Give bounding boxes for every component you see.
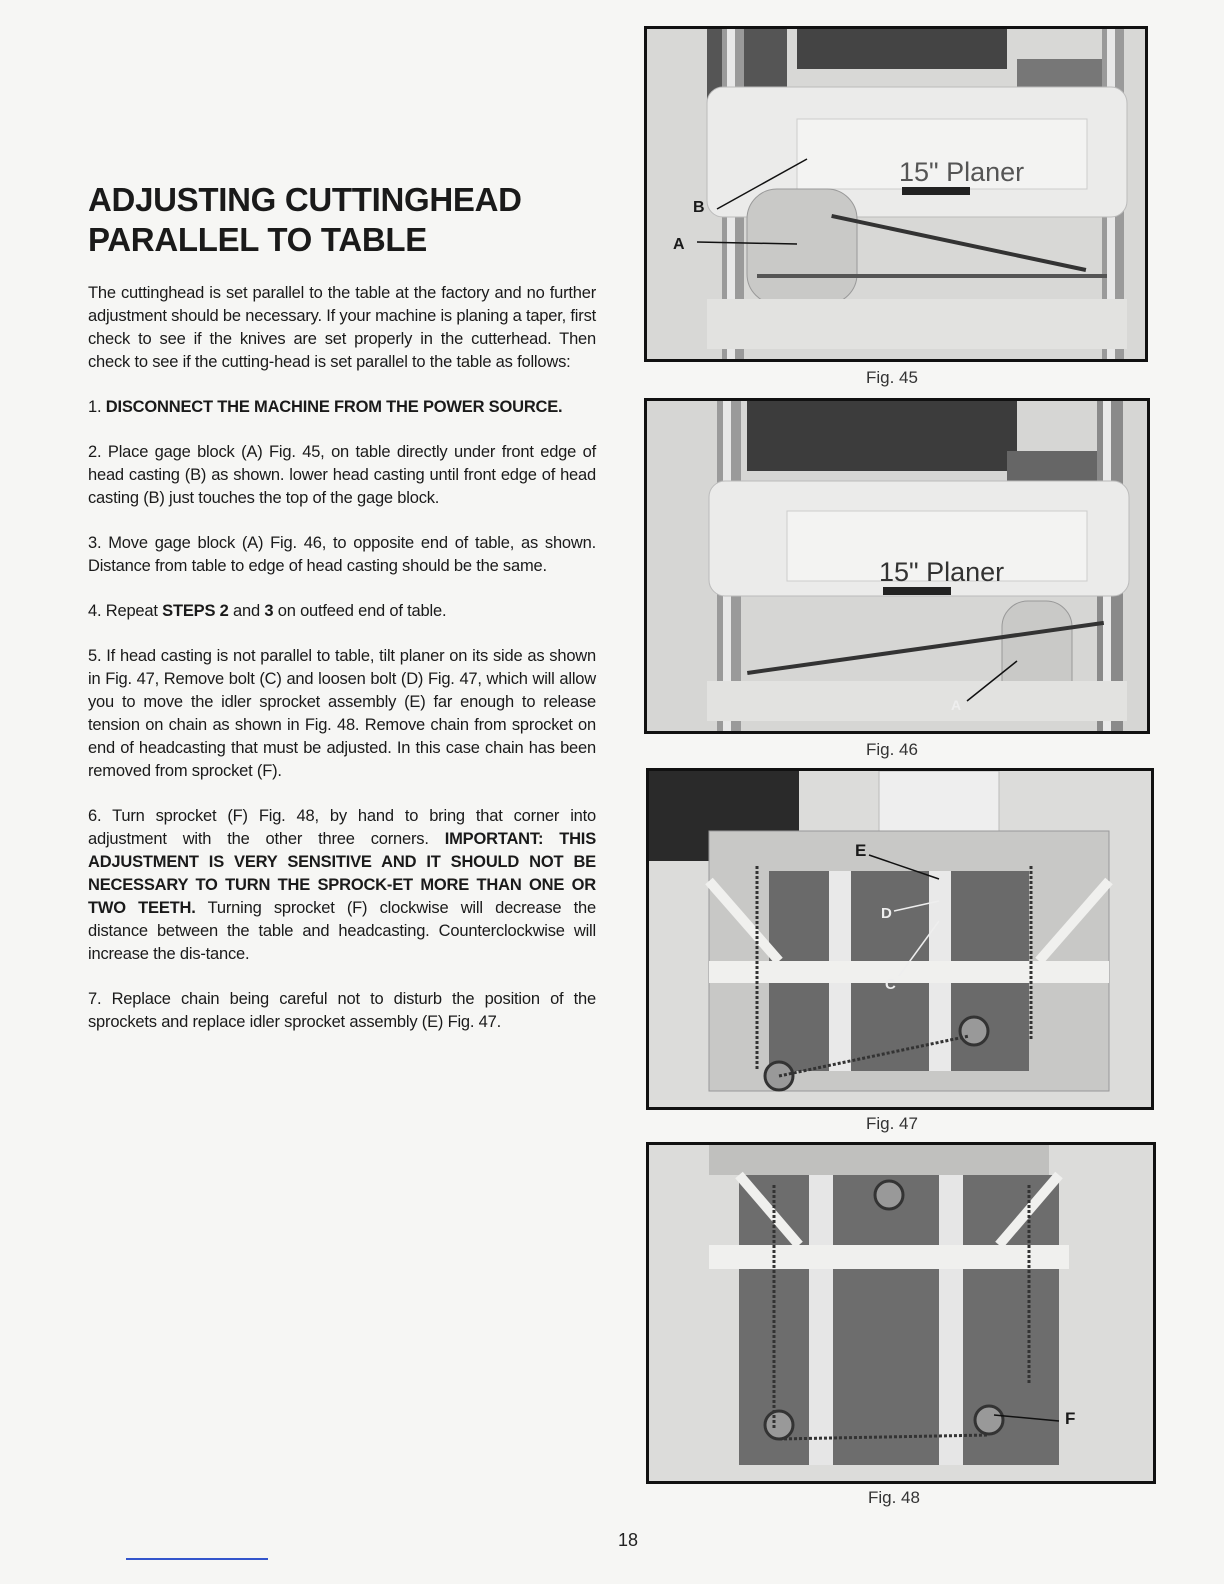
important-warning: IMPORTANT: THIS ADJUSTMENT IS VERY SENSITIVE AND IT SHOULD NOT BE NECESSARY TO TURN THE SPROCK-ET MORE THAN ONE OR TWO TEETH.: [88, 830, 597, 917]
callout-f: F: [1065, 1409, 1076, 1428]
step-text: Turning sprocket (F) clockwise will decrease the distance between the table and headcasting. Counterclockwise will increase the dis-tance.: [88, 899, 596, 963]
figure-46-caption: Fig. 46: [866, 740, 918, 759]
figure-46-photo: [644, 398, 1150, 734]
step-text: Place gage block (A) Fig. 45, on table directly under front edge of head casting (B) as shown. lower head casting until front edge of head casting (B) just touches the top of the gage block.: [88, 443, 596, 507]
section-heading: [88, 180, 596, 260]
step-text: If head casting is not parallel to table, tilt planer on its side as shown in Fig. 47, Remove bolt (C) and loosen bolt (D) Fig. 47, which will allow you to move the idler sprocket assembly (E) far enough to release tension on chain as shown in Fig. 48. Remove chain from sprocket on end of headcasting that must be adjusted. In this case chain has been removed from sprocket (F).: [88, 647, 596, 780]
callout-a: A: [951, 697, 962, 713]
step-7: [88, 988, 596, 1034]
figure-48-photo: [646, 1142, 1156, 1484]
heading-line-2: PARALLEL TO TABLE: [88, 221, 427, 258]
step-6: [88, 805, 596, 966]
callout-d: D: [881, 905, 892, 922]
step-text: Turn sprocket (F) Fig. 48, by hand to bring that corner into adjustment with the other three corners.: [88, 807, 596, 848]
planer-front-photo: [647, 29, 1145, 359]
step-text: on outfeed end of table.: [277, 602, 447, 620]
intro-paragraph: The cuttinghead is set parallel to the table at the factory and no further adjustment should be necessary. If your machine is planing a taper, first check to see if the knives are set properly in the cutterhead. Then check to see if the cutting-head is set parallel to the table as follows:: [88, 284, 596, 371]
step-2: [88, 441, 596, 510]
step-number: 6.: [88, 807, 102, 825]
step-text: Replace chain being careful not to disturb the position of the sprockets and replace idler sprocket assembly (E) Fig. 47.: [88, 990, 596, 1031]
step-5: [88, 645, 596, 783]
callout-b: B: [693, 199, 705, 216]
machine-label: 15" Planer: [879, 557, 1005, 587]
step-4: [88, 600, 596, 623]
planer-chain-removed-photo: [649, 1145, 1153, 1481]
page-number: 18: [618, 1530, 639, 1550]
step-3: [88, 532, 596, 578]
callout-c: C: [885, 976, 896, 993]
callout-a: A: [673, 236, 685, 253]
figure-45-photo: [644, 26, 1148, 362]
step-number: 2.: [88, 443, 102, 461]
step-number: 5.: [88, 647, 102, 665]
step-number: 7.: [88, 990, 102, 1008]
instructions-column: [88, 180, 596, 1056]
heading-line-1: ADJUSTING CUTTINGHEAD: [88, 181, 522, 218]
machine-label: 15" Planer: [899, 157, 1025, 187]
step-number: 1.: [88, 398, 102, 416]
step-text: and: [233, 602, 260, 620]
figure-47-photo: [646, 768, 1154, 1110]
step-text-bold: DISCONNECT THE MACHINE FROM THE POWER SOURCE.: [105, 398, 563, 416]
footer-rule: [126, 1558, 268, 1560]
callout-e: E: [855, 841, 867, 860]
figure-45-caption: Fig. 45: [866, 368, 918, 387]
planer-on-side-photo: [649, 771, 1151, 1107]
planer-front-photo-block-moved: [647, 401, 1147, 731]
step-ref-bold: STEPS 2: [162, 602, 229, 620]
step-text: Move gage block (A) Fig. 46, to opposite end of table, as shown. Distance from table to edge of head casting should be the same.: [88, 534, 596, 575]
step-text: Repeat: [105, 602, 158, 620]
step-number: 4.: [88, 602, 102, 620]
figure-47-caption: Fig. 47: [866, 1114, 918, 1133]
step-1: [88, 396, 596, 419]
step-ref-bold: 3: [264, 602, 274, 620]
figure-48-caption: Fig. 48: [868, 1488, 920, 1507]
step-number: 3.: [88, 534, 102, 552]
